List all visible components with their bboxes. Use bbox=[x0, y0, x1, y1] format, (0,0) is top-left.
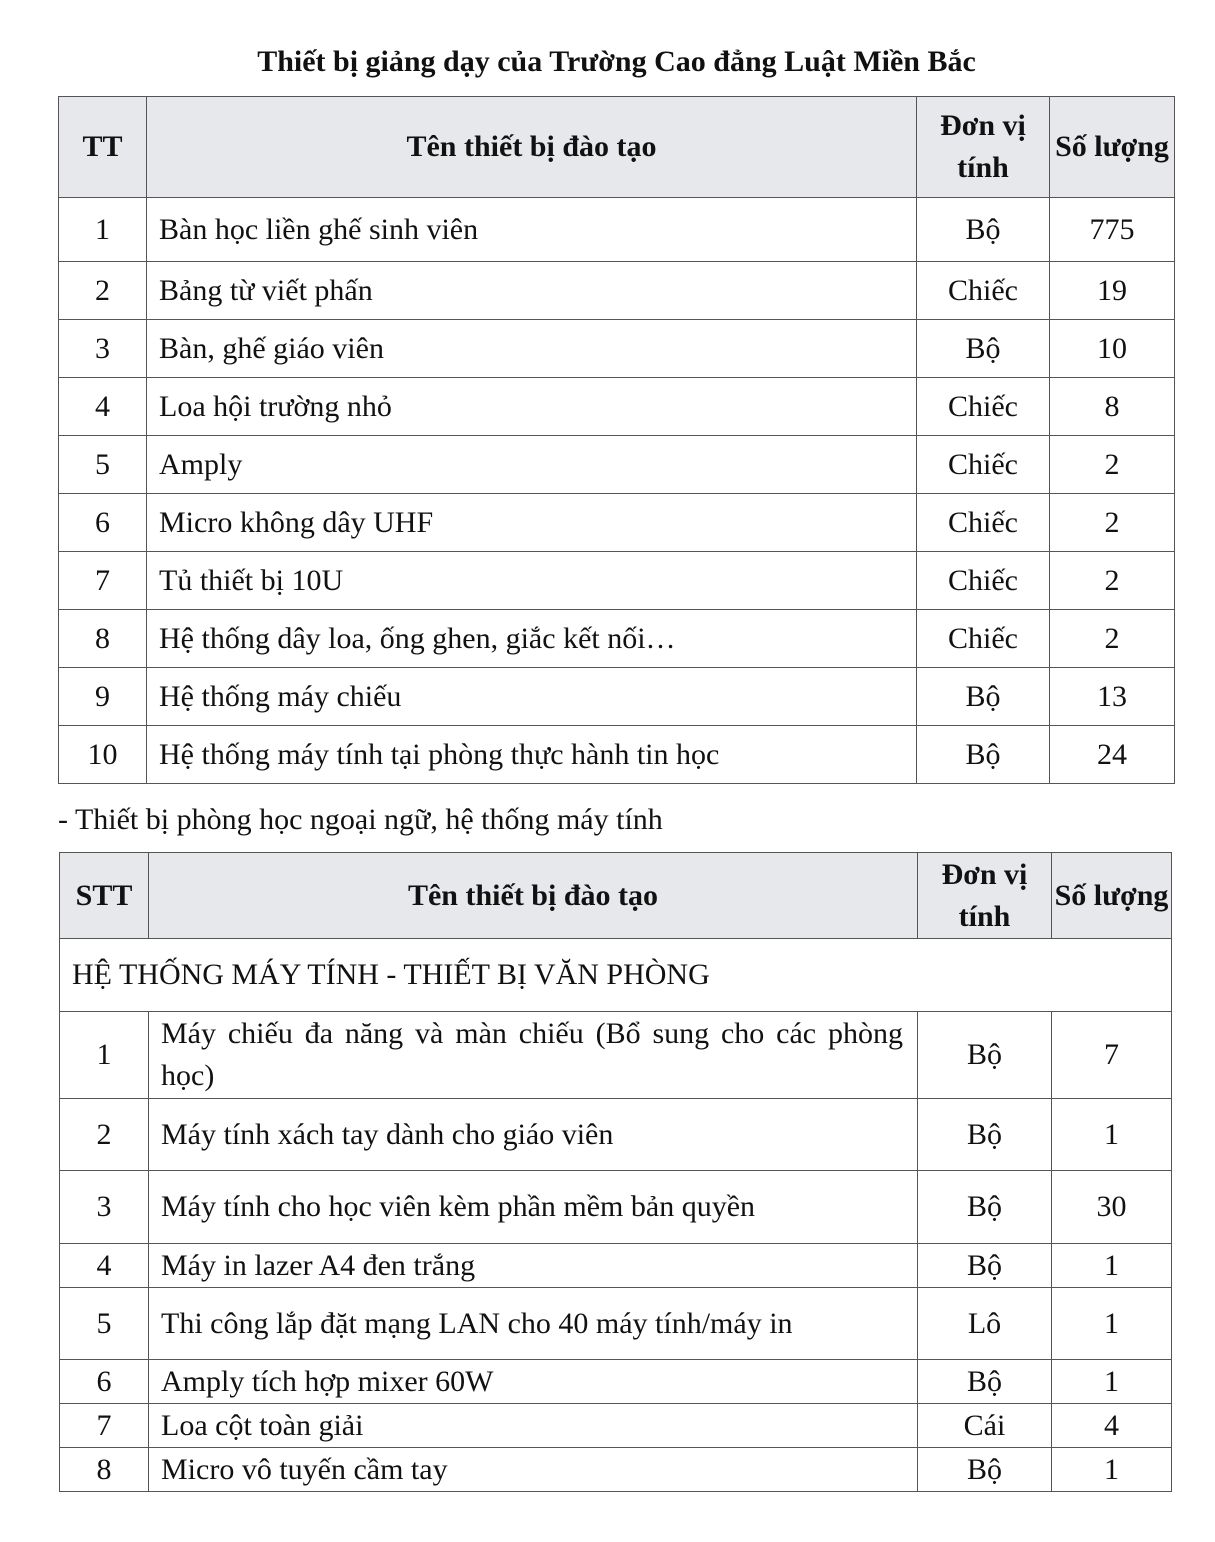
cell-name: Tủ thiết bị 10U bbox=[147, 552, 917, 610]
table-header-row bbox=[60, 853, 1172, 939]
cell-name: Bàn học liền ghế sinh viên bbox=[147, 198, 917, 262]
table-row bbox=[60, 1448, 1172, 1492]
section-row bbox=[60, 939, 1172, 1012]
table-row bbox=[59, 262, 1175, 320]
header-unit: Đơn vị tính bbox=[917, 97, 1050, 198]
equipment-table-1 bbox=[58, 96, 1175, 784]
cell-name: Máy tính cho học viên kèm phần mềm bản quyền bbox=[149, 1171, 918, 1244]
cell-qty: 775 bbox=[1050, 198, 1175, 262]
table-row bbox=[60, 1360, 1172, 1404]
cell-unit: Chiếc bbox=[917, 262, 1050, 320]
cell-qty: 2 bbox=[1050, 436, 1175, 494]
table-row bbox=[60, 1099, 1172, 1171]
cell-no: 6 bbox=[59, 494, 147, 552]
cell-qty: 10 bbox=[1050, 320, 1175, 378]
cell-no: 3 bbox=[59, 320, 147, 378]
table-row bbox=[59, 436, 1175, 494]
table-row bbox=[59, 378, 1175, 436]
cell-name: Bảng từ viết phấn bbox=[147, 262, 917, 320]
cell-no: 3 bbox=[60, 1171, 149, 1244]
cell-unit: Bộ bbox=[917, 198, 1050, 262]
cell-qty: 24 bbox=[1050, 726, 1175, 784]
table-row bbox=[60, 1288, 1172, 1360]
cell-unit: Bộ bbox=[918, 1360, 1052, 1404]
cell-no: 4 bbox=[59, 378, 147, 436]
cell-qty: 7 bbox=[1052, 1012, 1172, 1099]
cell-no: 4 bbox=[60, 1244, 149, 1288]
cell-name: Bàn, ghế giáo viên bbox=[147, 320, 917, 378]
cell-unit: Chiếc bbox=[917, 552, 1050, 610]
cell-qty: 1 bbox=[1052, 1099, 1172, 1171]
cell-name: Thi công lắp đặt mạng LAN cho 40 máy tính/máy in bbox=[149, 1288, 918, 1360]
cell-no: 2 bbox=[59, 262, 147, 320]
cell-name: Hệ thống máy tính tại phòng thực hành tin học bbox=[147, 726, 917, 784]
cell-qty: 13 bbox=[1050, 668, 1175, 726]
cell-no: 5 bbox=[60, 1288, 149, 1360]
header-qty: Số lượng bbox=[1050, 97, 1175, 198]
cell-qty: 1 bbox=[1052, 1360, 1172, 1404]
cell-no: 8 bbox=[59, 610, 147, 668]
cell-qty: 1 bbox=[1052, 1244, 1172, 1288]
cell-name: Loa hội trường nhỏ bbox=[147, 378, 917, 436]
cell-unit: Bộ bbox=[918, 1171, 1052, 1244]
table-row bbox=[60, 1012, 1172, 1099]
cell-name: Loa cột toàn giải bbox=[149, 1404, 918, 1448]
cell-name: Hệ thống dây loa, ống ghen, giắc kết nối… bbox=[147, 610, 917, 668]
cell-no: 9 bbox=[59, 668, 147, 726]
cell-qty: 1 bbox=[1052, 1288, 1172, 1360]
cell-no: 7 bbox=[60, 1404, 149, 1448]
section-note: - Thiết bị phòng học ngoại ngữ, hệ thống máy tính bbox=[58, 803, 663, 836]
table-row bbox=[59, 726, 1175, 784]
cell-unit: Chiếc bbox=[917, 378, 1050, 436]
header-unit: Đơn vị tính bbox=[918, 853, 1052, 939]
cell-unit: Bộ bbox=[918, 1448, 1052, 1492]
cell-unit: Bộ bbox=[917, 668, 1050, 726]
cell-no: 5 bbox=[59, 436, 147, 494]
cell-name: Amply tích hợp mixer 60W bbox=[149, 1360, 918, 1404]
cell-no: 1 bbox=[59, 198, 147, 262]
cell-qty: 19 bbox=[1050, 262, 1175, 320]
document-title: Thiết bị giảng dạy của Trường Cao đẳng Luật Miền Bắc bbox=[257, 45, 976, 78]
table-row bbox=[59, 668, 1175, 726]
cell-unit: Bộ bbox=[918, 1012, 1052, 1099]
table-header-row bbox=[59, 97, 1175, 198]
cell-name: Hệ thống máy chiếu bbox=[147, 668, 917, 726]
cell-qty: 1 bbox=[1052, 1448, 1172, 1492]
cell-unit: Bộ bbox=[918, 1244, 1052, 1288]
cell-unit: Chiếc bbox=[917, 610, 1050, 668]
table-row bbox=[60, 1244, 1172, 1288]
cell-name: Micro vô tuyến cầm tay bbox=[149, 1448, 918, 1492]
cell-no: 10 bbox=[59, 726, 147, 784]
header-name: Tên thiết bị đào tạo bbox=[147, 97, 917, 198]
header-name: Tên thiết bị đào tạo bbox=[149, 853, 918, 939]
cell-unit: Lô bbox=[918, 1288, 1052, 1360]
equipment-table-2 bbox=[59, 852, 1172, 1492]
cell-qty: 30 bbox=[1052, 1171, 1172, 1244]
cell-unit: Cái bbox=[918, 1404, 1052, 1448]
cell-name: Máy chiếu đa năng và màn chiếu (Bổ sung cho các phòng học) bbox=[149, 1012, 918, 1099]
table-row bbox=[59, 320, 1175, 378]
cell-unit: Chiếc bbox=[917, 494, 1050, 552]
cell-no: 6 bbox=[60, 1360, 149, 1404]
cell-no: 1 bbox=[60, 1012, 149, 1099]
table-row bbox=[59, 198, 1175, 262]
cell-no: 2 bbox=[60, 1099, 149, 1171]
header-no: STT bbox=[60, 853, 149, 939]
cell-name: Micro không dây UHF bbox=[147, 494, 917, 552]
cell-unit: Chiếc bbox=[917, 436, 1050, 494]
header-qty: Số lượng bbox=[1052, 853, 1172, 939]
cell-qty: 2 bbox=[1050, 610, 1175, 668]
table-row bbox=[60, 1404, 1172, 1448]
table-row bbox=[59, 494, 1175, 552]
cell-name: Amply bbox=[147, 436, 917, 494]
cell-name: Máy tính xách tay dành cho giáo viên bbox=[149, 1099, 918, 1171]
table-row bbox=[59, 552, 1175, 610]
cell-unit: Bộ bbox=[918, 1099, 1052, 1171]
table-row bbox=[59, 610, 1175, 668]
header-no: TT bbox=[59, 97, 147, 198]
cell-name: Máy in lazer A4 đen trắng bbox=[149, 1244, 918, 1288]
section-heading: HỆ THỐNG MÁY TÍNH - THIẾT BỊ VĂN PHÒNG bbox=[60, 939, 1172, 1012]
cell-no: 7 bbox=[59, 552, 147, 610]
cell-qty: 2 bbox=[1050, 552, 1175, 610]
cell-qty: 4 bbox=[1052, 1404, 1172, 1448]
cell-qty: 8 bbox=[1050, 378, 1175, 436]
cell-unit: Bộ bbox=[917, 320, 1050, 378]
cell-no: 8 bbox=[60, 1448, 149, 1492]
table-row bbox=[60, 1171, 1172, 1244]
cell-unit: Bộ bbox=[917, 726, 1050, 784]
cell-qty: 2 bbox=[1050, 494, 1175, 552]
